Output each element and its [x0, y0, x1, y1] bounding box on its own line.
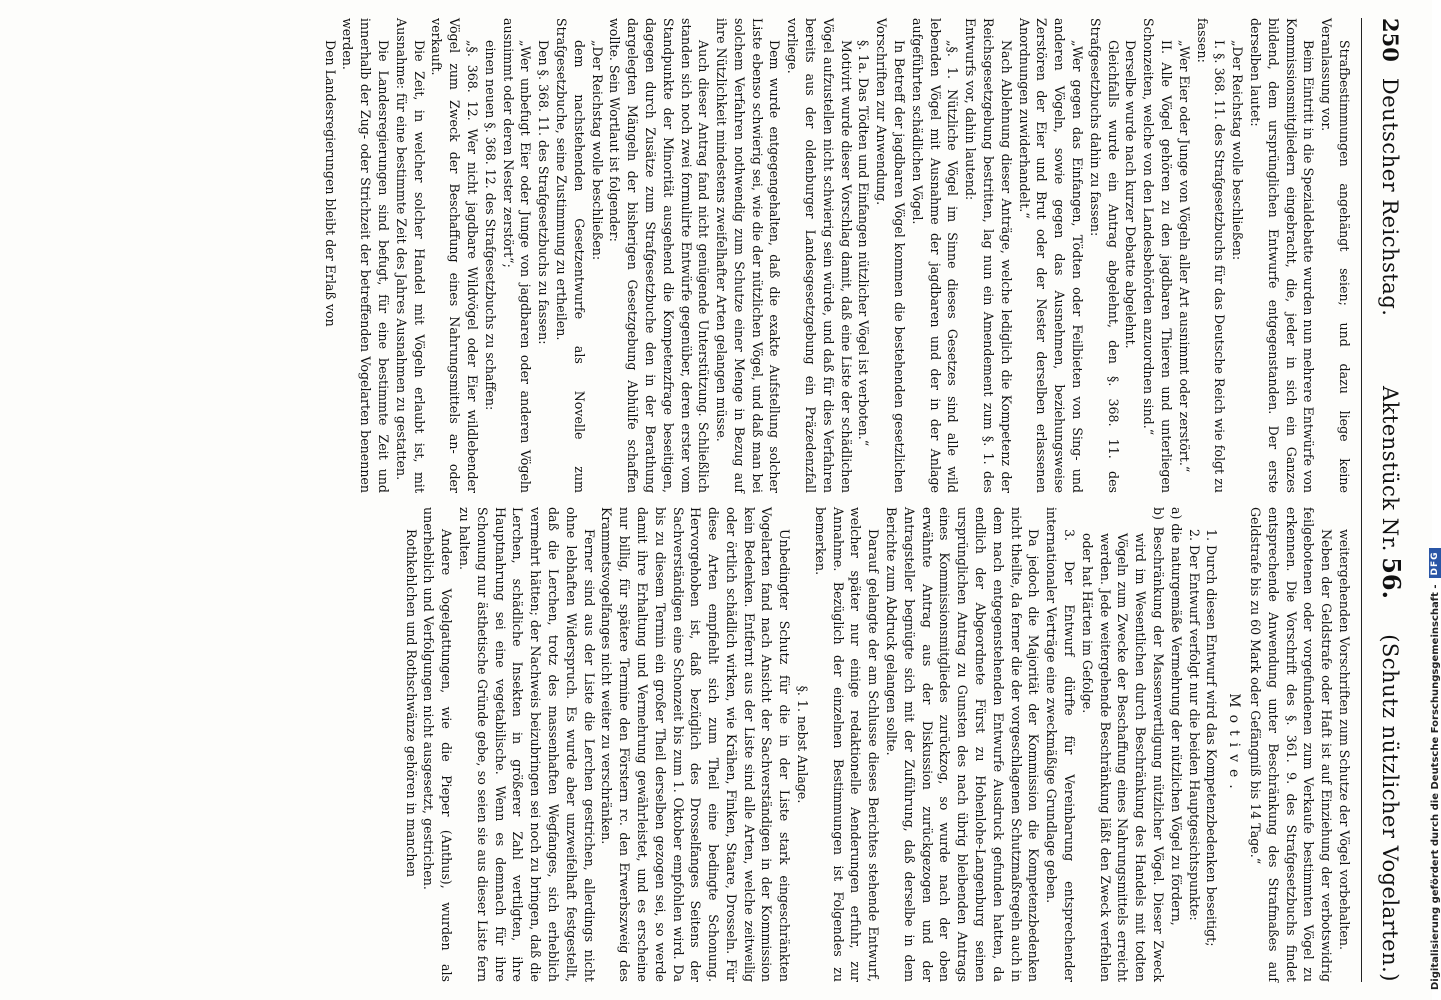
dfg-logo: DFG — [1429, 548, 1441, 578]
paragraph: Unbedingter Schutz für die in der Liste stark eingeschränkten Vogelarten fand nach Ansicht der Sachverständigen in der Kommission kein Bedenken. Entfernt aus der Liste sind alle Arten, welche zeitweilig oder örtlich schädlich wirken, wie Krähen, Finken, Staare, Drosseln. Für diese Arten empfiehlt sich zum Theil eine bedingte Schonung. Hervorgehoben ist, daß bezüglich des Drosselfanges Seitens der Sachverständigen eine Schonzeit bis zum 1. Oktober empfohlen wird. Da bis zu diesem Termin ein großer Theil derselben gezogen sei, so werde damit ihre Erhaltung und Vermehrung gewährleistet, und es erscheine nur billig, für spätere Termine den Förstern rc. den Erwerbszweig des Krammetsvogelfanges nicht weiter zu verschränken. — [599, 507, 793, 982]
paragraph: Den §. 368. 11. des Strafgesetzbuchs zu fassen: — [536, 40, 552, 345]
paragraph: 1. Durch diesen Entwurf wird das Kompetenzbedenken beseitigt; — [1204, 529, 1220, 947]
paragraph: Da jedoch die Majorität der Kommission die Kompetenzbedenken nicht theilte, da ferner die der vorgeschlagenen Schutzmaßregeln auch in dem nach entgegenstehenden Entwurfe Ausdruck gefunden hatten, da endlich der Abgeordnete Fürst zu Hohenlohe-Langenburg seinen ursprünglichen Antrag zu Gunsten des nach übrig bleibenden Antrags eines Kommissionsmitgliedes zurückzog, so wurde nach der oben erwähnte Antrag aus der Diskussion zurückgezogen und der Antragsteller begnügte sich mit der Zuführung, daß derselbe in dem Berichte zum Abdruck gelangen sollte. — [884, 507, 1042, 982]
paragraph: „Der Reichstag wolle beschließen: — [589, 40, 605, 261]
paragraph: I. §. 368. 11. des Strafgesetzbuchs für das Deutsche Reich wie folgt zu fassen: — [1194, 18, 1228, 493]
paragraph: Nach Ablehnung dieser Anträge, welche lediglich die Kompetenz der Reichsgesetzgebung bestritten, lag nun ein Amendement zum §. 1. des Entwurfs vor, dahin lautend: — [963, 18, 1014, 493]
paragraph: II. Alle Vögel gehören zu den jagdbaren Thieren und unterliegen Schonzeiten, welche von den Landesbehörden anzuordnen sind.“ — [1141, 18, 1175, 493]
paragraph: „Wer Eier oder Junge von Vögeln aller Art ausnimmt oder zerstört.“ — [1176, 40, 1192, 473]
credit-text: Digitalisierung gefördert durch die Deutsche Forschungsgemeinschaft - — [1429, 584, 1441, 990]
paragraph: Strafbestimmungen angehängt seien; und dazu liege keine Veranlassung vor. — [1319, 18, 1352, 493]
header-document-label: Aktenstück Nr. — [1378, 386, 1402, 552]
header-document-number: 56. — [1377, 557, 1406, 599]
paragraph: §. 1a. Das Tödten und Einfangen nützlicher Vögel ist verboten.“ — [856, 40, 872, 447]
header-subject: (Schutz nützlicher Vogelarten.) — [1378, 634, 1402, 982]
paragraph: 2. Der Entwurf verfolgt nur die beiden Hauptgesichtspunkte: — [1186, 529, 1202, 921]
paragraph: „Wer gegen das Einfangen, Tödten oder Feilbieten von Sing- und anderen Vögeln, sowie gegen das Ausnehmen, beziehungsweise Zerstören der Eier und Brut oder der Nester derselben erlassenen Anordnungen zuwiderhandelt.“ — [1016, 18, 1086, 493]
paragraph: Motivirt wurde dieser Vorschlag damit, daß eine Liste der schädlichen Vögel aufzustellen nicht schwierig sein würde, und daß für dies Verfahren bereits aus der oldenburger Landesgesetzgebung ein Präzedenzfall vorliege. — [785, 18, 854, 493]
paragraph: Beim Eintritt in die Spezialdebatte wurden nun mehrere Entwürfe von Kommissionsmitgliedern eingebracht, die, jeder in sich ein Ganzes bildend, dem ursprünglichen Entwurfe entgegenstanden. Der erste derselben lautet: — [1248, 18, 1317, 493]
right-column — [321, 507, 1353, 982]
paragraph: „§. 368. 12. Wer nicht jagdbare Wildvögel oder Eier wildlebender Vögel zum Zweck der Beschaffung eines Nahrungsmittels an- oder verkauft. — [429, 18, 480, 493]
paragraph: einen neuen §. 368. 12. des Strafgesetzbuchs zu schaffen: — [482, 40, 498, 411]
paragraph: 3. Der Entwurf dürfte für Vereinbarung entsprechender internationaler Verträge eine zweckmäßige Grundlage geben. — [1044, 507, 1078, 982]
paragraph: Motive. — [1226, 693, 1243, 796]
paragraph: Andere Vogelgattungen, wie die Pieper (Anthus), wurden als unerheblich und Verfolgungen nicht ausgesetzt, gestrichen. — [421, 507, 455, 982]
paragraph: Derselbe wurde nach kurzer Debatte abgelehnt. — [1123, 40, 1139, 349]
paragraph: weitergehenden Vorschriften zum Schutze der Vögel vorbehalten. — [1337, 529, 1352, 950]
paragraph: „§. 1. Nützliche Vögel im Sinne dieses Gesetzes sind alle wild lebenden Vögel mit Ausnahme der jagdbaren und der in der Anlage aufgeführten schädlichen Vögel. — [909, 18, 961, 493]
paragraph: Dem wurde entgegengehalten, daß die exakte Aufstellung solcher Liste ebenso schwierig sei, wie die der nützlichen Vögel, und daß man bei solchem Verfahren nothwendig zum Schutze einer Menge in Bezug auf ihre Nützlichkeit mindestens zweifelhafter Arten gelangen müsse. — [714, 18, 783, 493]
paragraph: Die Zeit, in welcher solcher Handel mit Vögeln erlaubt ist, mit Ausnahme: für eine bestimmte Zeit des Jahres Ausnahmen zu gestatten. — [393, 18, 427, 493]
paragraph: b) Beschränkung der Massenvertilgung nützlicher Vögel. Dieser Zweck wird im Wesentlichen durch Beschränkung des Handels mit todten Vögeln zum Zwecke der Beschaffung eines Nahrungsmittels erreicht werden. Jede weitergehende Beschränkung läßt den Zweck verfehlen oder hat Härten im Gefolge. — [1079, 507, 1167, 982]
rotated-document-page — [16, 0, 1416, 1000]
paragraph: Neben der Geldstrafe oder Haft ist auf Einziehung der verbotswidrig feilgebotenen oder vorgefundenen zum Verkaufe bestimmten Vögel zu erkennen. Die Vorschrift des §. 361. 9. des Strafgesetzbuchs findet entsprechende Anwendung unter Beschränkung des Strafmaßes auf Geldstrafe bis zu 60 Mark oder Gefängniß bis 14 Tage.“ — [1248, 507, 1335, 982]
paragraph: Darauf gelangte der am Schlusse dieses Berichtes stehende Entwurf, welcher später nur einige redaktionelle Aenderungen erfuhr, zur Annahme. Bezüglich der einzelnen Bestimmungen ist Folgendes zu bemerken. — [812, 507, 882, 982]
left-column — [321, 18, 1353, 493]
paragraph: §. 1. nebst Anlage. — [795, 685, 811, 804]
header-publication: Deutscher Reichstag. — [1378, 77, 1402, 317]
paragraph: Rothkehlchen und Rothschwänze gehören in manchen — [403, 529, 419, 878]
paragraph: dem nachstehenden Gesetzentwurfe als Novelle zum Strafgesetzbuche, seine Zustimmung zu ertheilen. — [553, 18, 587, 493]
digitization-credit — [1429, 10, 1441, 990]
paragraph: Ferner sind aus der Liste die Lerchen gestrichen, allerdings nicht ohne lebhaften Widerspruch. Es wurde aber unzweifelhaft festgestellt, daß die Lerchen, trotz des massenhaften Wegfanges, sich erheblich vermehrt hätten; der Nachweis beizubringen sei noch zu bringen, daß die Lerchen, schädliche Insekten in größerer Zahl vertilgten, ihre Hauptnahrung sei eine vegetabilische. Wenn es demnach für ihre Schonung nur ästhetische Gründe gebe, so seien sie aus dieser Liste fern zu halten. — [456, 507, 597, 982]
paragraph: In Betreff der jagdbaren Vögel kommen die bestehenden gesetzlichen Vorschriften zur Anwendung. — [874, 18, 908, 493]
text-columns — [321, 18, 1353, 982]
paragraph: a) die naturgemäße Vermehrung der nützlichen Vögel zu fördern, — [1168, 507, 1184, 926]
page-header — [1361, 18, 1406, 982]
paragraph: Den Landesregierungen bleibt der Erlaß von — [322, 40, 338, 327]
paragraph: „Der Reichstag wolle beschließen: — [1230, 40, 1246, 261]
paragraph: „Wer unbefugt Eier oder Junge von jagdbaren oder anderen Vögeln ausnimmt oder deren Nester zerstört“; — [500, 18, 534, 493]
paragraph: Gleichfalls wurde ein Antrag abgelehnt, den §. 368. 11. des Strafgesetzbuchs dahin zu fassen: — [1087, 18, 1121, 493]
paragraph: Auch dieser Antrag fand nicht genügende Unterstützung. Schließlich standen sich noch zwei formulirte Entwürfe gegenüber, deren erster vom Standpunkte der Minorität ausgehend die Kompetenzfrage beseitigen, dagegen durch Zusätze zum Strafgesetzbuche den in der Berathung dargelegten Mängeln der bisherigen Gesetzgebung Abhülfe schaffen wollte. Sein Wortlaut ist folgender: — [607, 18, 712, 493]
paragraph: Die Landesregierungen sind befugt, für eine bestimmte Zeit und innerhalb der Zug- oder Strichzeit der betreffenden Vogelarten benennen werden. — [340, 18, 391, 493]
page-number: 250 — [1378, 18, 1403, 62]
